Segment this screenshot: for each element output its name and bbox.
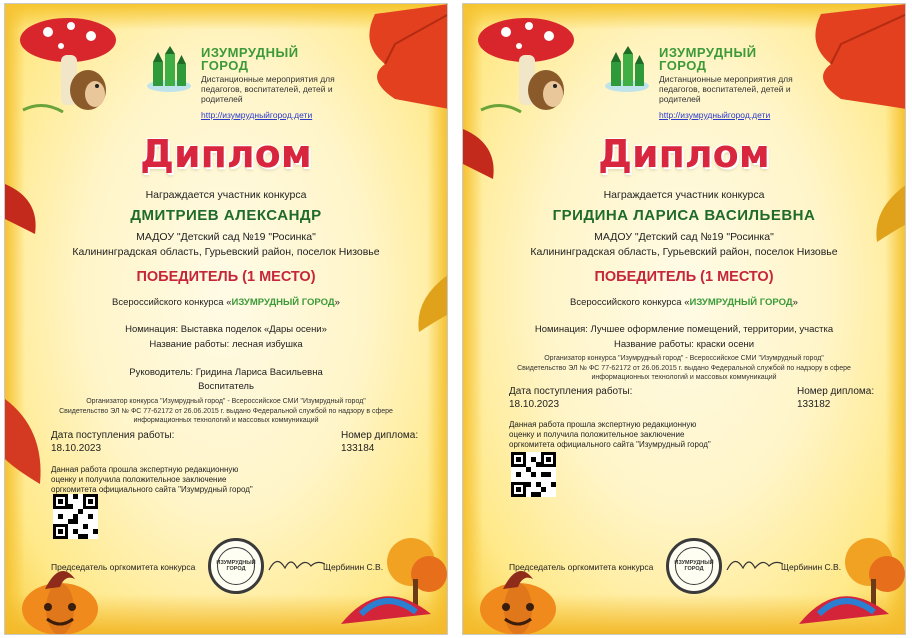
work-title-text: Название работы: лесная избушка [149, 339, 303, 350]
awarded-text: Награждается участник конкурса [603, 189, 765, 201]
castle-logo-icon [603, 46, 651, 92]
certificate-text: Свидетельство ЭЛ № ФС 77-62172 от 26.06.2015 г. выдано Федеральной службой по надзору в сфере информационных технологий и массовых коммуникаций [517, 365, 851, 381]
diploma-number-value: 133184 [341, 443, 375, 454]
location-text: Калининградская область, Гурьевский район, поселок Низовье [530, 246, 838, 258]
org-name-line1: ИЗУМРУДНЫЙ [201, 45, 299, 60]
institution-text: МАДОУ "Детский сад №19 "Росинка" [136, 231, 316, 243]
organization-stamp [666, 538, 722, 594]
certificate-text: Свидетельство ЭЛ № ФС 77-62172 от 26.06.2015 г. выдано Федеральной службой по надзору в сфере информационных технологий и массовых коммуникаций [59, 408, 393, 424]
work-title-text: Название работы: краски осени [613, 339, 755, 350]
stamp-text: ИЗУМРУДНЫЙ ГОРОД [675, 547, 713, 585]
nomination-text: Номинация: Выставка поделок «Дары осени» [125, 324, 327, 335]
mushroom-hedgehog-icon [471, 10, 581, 120]
diploma-number-label: Номер диплома: [797, 386, 875, 397]
org-website-link[interactable]: http://изумрудныйгород.дети [201, 110, 313, 120]
qr-code-icon [53, 494, 98, 539]
participant-name: ГРИДИНА ЛАРИСА ВАСИЛЬЕВНА [552, 207, 816, 224]
diploma-left [4, 3, 448, 635]
contest-suffix: » [792, 297, 798, 308]
org-description: Дистанционные мероприятия для педагогов, воспитателей, детей и родителей [659, 74, 793, 104]
contest-prefix: Всероссийского конкурса « [570, 297, 690, 308]
signer-name: Щербинин С.В. [323, 562, 384, 572]
chairman-label: Председатель оргкомитета конкурса [509, 562, 654, 572]
contest-name: ИЗУМРУДНЫЙ ГОРОД [689, 297, 793, 308]
stamp-text: ИЗУМРУДНЫЙ ГОРОД [217, 547, 255, 585]
contest-suffix: » [334, 297, 340, 308]
participant-name: ДМИТРИЕВ АЛЕКСАНДР [130, 207, 322, 224]
contest-line [5, 297, 447, 308]
autumn-tree-umbrella-icon [799, 534, 906, 635]
signer-name: Щербинин С.В. [781, 562, 842, 572]
contest-line [463, 297, 905, 308]
awarded-text: Награждается участник конкурса [145, 189, 307, 201]
location-text: Калининградская область, Гурьевский район, поселок Низовье [72, 246, 380, 258]
date-value: 18.10.2023 [509, 399, 560, 410]
place-text: ПОБЕДИТЕЛЬ (1 МЕСТО) [136, 269, 316, 285]
autumn-tree-umbrella-icon [341, 534, 448, 635]
org-logo-block [603, 46, 834, 120]
date-label: Дата поступления работы: [51, 430, 175, 441]
diploma-number-value: 133182 [797, 399, 831, 410]
diploma-title: Диплом [140, 132, 312, 176]
nomination-text: Номинация: Лучшее оформление помещений, территории, участка [534, 324, 834, 335]
org-description: Дистанционные мероприятия для педагогов, воспитателей, детей и родителей [201, 74, 335, 104]
org-name-line2: ГОРОД [659, 58, 707, 73]
signature-icon [267, 552, 327, 576]
supervisor-text: Руководитель: Гридина Лариса Васильевна [129, 367, 323, 378]
expert-note: Данная работа прошла экспертную редакционную оценку и получила положительное заключение оргкомитета официального сайта "Изумрудный город" [51, 465, 253, 494]
expert-note: Данная работа прошла экспертную редакционную оценку и получила положительное заключение оргкомитета официального сайта "Изумрудный город" [509, 420, 711, 449]
org-name-line1: ИЗУМРУДНЫЙ [659, 45, 757, 60]
date-label: Дата поступления работы: [509, 386, 633, 397]
supervisor-role-text: Воспитатель [198, 381, 254, 392]
qr-code-icon [511, 452, 556, 497]
place-text: ПОБЕДИТЕЛЬ (1 МЕСТО) [594, 269, 774, 285]
chairman-label: Председатель оргкомитета конкурса [51, 562, 196, 572]
castle-logo-icon [145, 46, 193, 92]
org-name-line2: ГОРОД [201, 58, 249, 73]
diploma-title: Диплом [598, 132, 770, 176]
mushroom-hedgehog-icon [13, 10, 123, 120]
institution-text: МАДОУ "Детский сад №19 "Росинка" [594, 231, 774, 243]
date-value: 18.10.2023 [51, 443, 102, 454]
contest-name: ИЗУМРУДНЫЙ ГОРОД [231, 297, 335, 308]
organizer-text: Организатор конкурса "Изумрудный город" - Всероссийское СМИ "Изумрудный город" [544, 355, 824, 362]
org-logo-block [145, 46, 376, 120]
diploma-number-label: Номер диплома: [341, 430, 419, 441]
organizer-text: Организатор конкурса "Изумрудный город" - Всероссийское СМИ "Изумрудный город" [86, 398, 366, 405]
org-website-link[interactable]: http://изумрудныйгород.дети [659, 110, 771, 120]
organization-stamp [208, 538, 264, 594]
signature-icon [725, 552, 785, 576]
contest-prefix: Всероссийского конкурса « [112, 297, 232, 308]
diploma-right [462, 3, 906, 635]
